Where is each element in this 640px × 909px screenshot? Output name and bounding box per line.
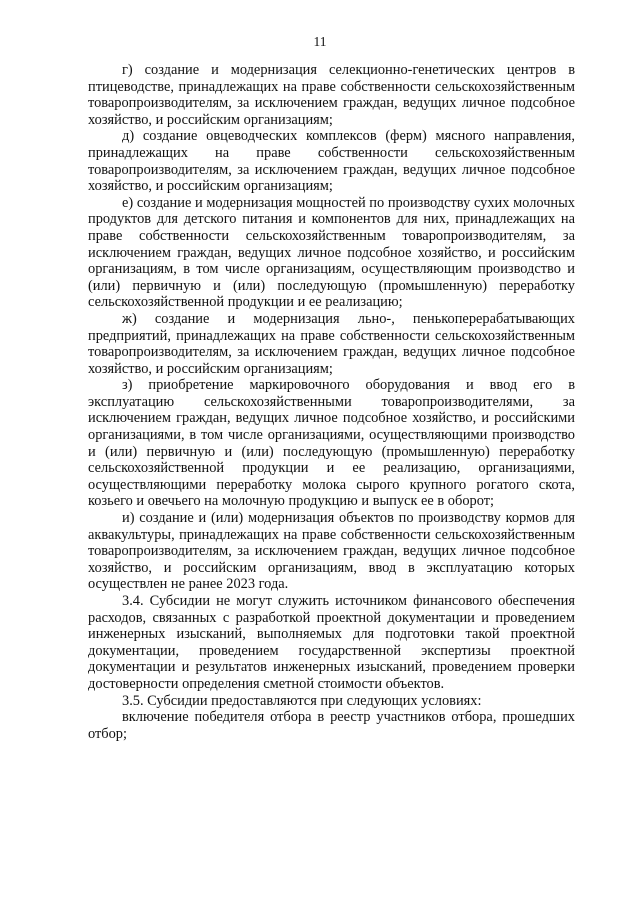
paragraph-e: е) создание и модернизация мощностей по производству сухих молочных продуктов для детского питания и компонентов для них, принадлежащих на праве собственности сельскохозяйственным товаропроизводителям, за исключением граждан, ведущих личное подсобное хозяйство, и российским организациям, в том числе организациям, осуществляющим производство и (или) первичную и (или) последующую (промышленную) переработку сельскохозяйственной продукции и ее реализацию; (88, 194, 575, 311)
paragraph-g: г) создание и модернизация селекционно-генетических центров в птицеводстве, принадлежащих на праве собственности сельскохозяйственным товаропроизводителям, за исключением граждан, ведущих личное подсобное хозяйство, и российским организациям; (88, 62, 575, 128)
clause-3-4: 3.4. Субсидии не могут служить источником финансового обеспечения расходов, связанных с разработкой проектной документации и проведением инженерных изысканий, выполняемых для подготовки такой проектной документации, проведением государственной экспертизы проектной документации и результатов инженерных изысканий, проведением проверки достоверности определения сметной стоимости объектов. (88, 593, 575, 692)
paragraph-zh: ж) создание и модернизация льно-, пенькоперерабатывающих предприятий, принадлежащих на праве собственности сельскохозяйственным товаропроизводителям, за исключением граждан, ведущих личное подсобное хозяйство, и российским организациям; (88, 310, 575, 377)
clause-3-5: 3.5. Субсидии предоставляются при следующих условиях: (122, 692, 482, 709)
paragraph-d: д) создание овцеводческих комплексов (ферм) мясного направления, принадлежащих на праве собственности сельскохозяйственным товаропроизводителям, за исключением граждан, ведущих личное подсобное хозяйство, и российским организациям; (88, 128, 575, 195)
document-body (88, 62, 575, 742)
condition-item: включение победителя отбора в реестр участников отбора, прошедших отбор; (88, 709, 575, 742)
paragraph-z: з) приобретение маркировочного оборудования и ввод его в эксплуатацию сельскохозяйственными товаропроизводителями, за исключением граждан, ведущих личное подсобное хозяйство, и российскими организациями, в том числе организациями, осуществляющими производство и (или) первичную и (или) последующую (промышленную) переработку сельскохозяйственной продукции и ее реализацию, организациями, осуществляющими переработку молока сырого крупного рогатого скота, козьего и овечьего на молочную продукцию и выпуск ее в оборот; (88, 377, 575, 510)
paragraph-i: и) создание и (или) модернизация объектов по производству кормов для аквакультуры, принадлежащих на праве собственности сельскохозяйственным товаропроизводителям, за исключением граждан, ведущих личное подсобное хозяйство, и российским организациям, ввод в эксплуатацию которых осуществлен не ранее 2023 года. (88, 510, 575, 593)
page-number: 11 (313, 34, 327, 49)
